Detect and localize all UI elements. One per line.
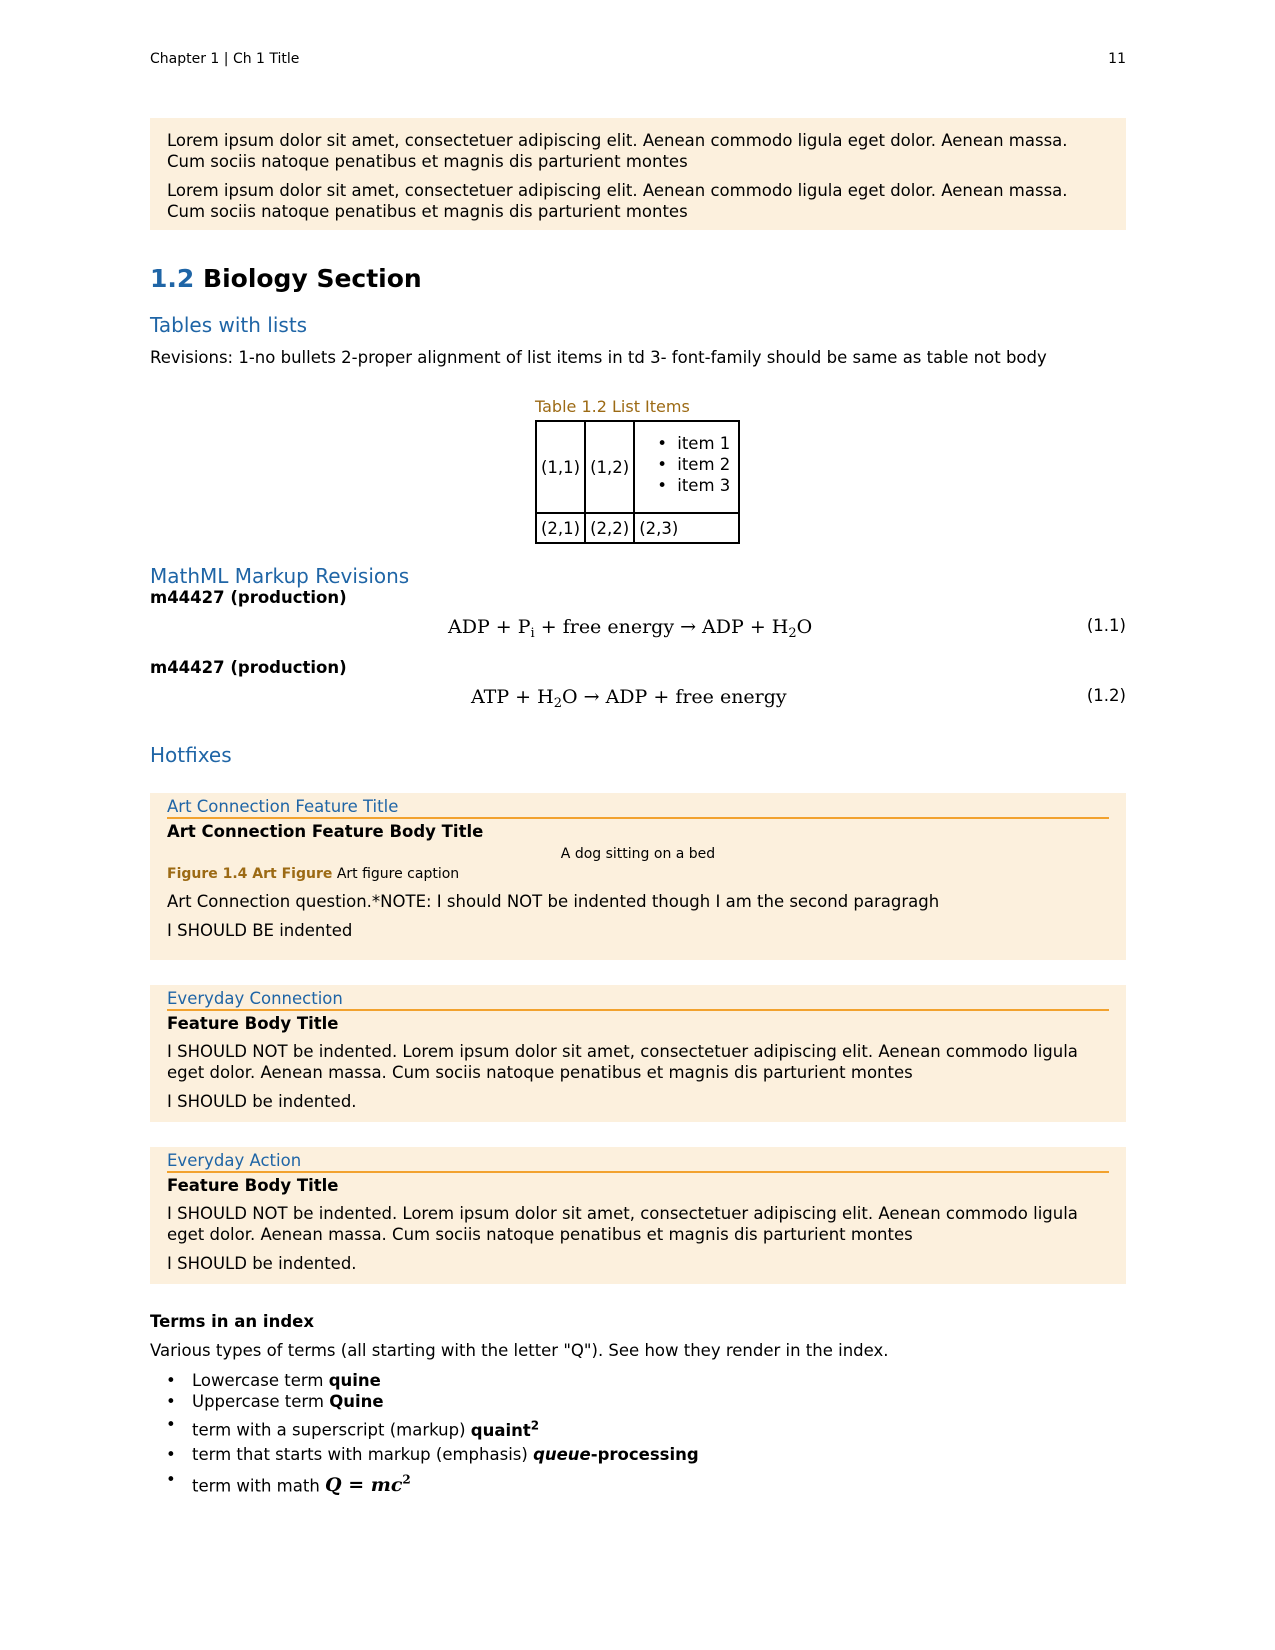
feature-paragraph: I SHOULD BE indented — [167, 921, 353, 940]
feature-paragraph: Art Connection question.*NOTE: I should NOT be indented though I am the second paragragh — [167, 892, 940, 911]
section-title-text: Biology Section — [203, 264, 422, 293]
list-table — [535, 420, 740, 544]
cell-list — [657, 433, 730, 496]
feature-body-title: Feature Body Title — [167, 1014, 339, 1033]
table-cell: (1,1) — [536, 421, 585, 513]
list-item: • term with a superscript (markup) quaint$^2$ — [150, 1412, 699, 1444]
table-cell: (2,2) — [585, 513, 634, 543]
feature-title: Art Connection Feature Title — [167, 796, 1109, 819]
table-row — [536, 513, 739, 543]
index-term: quine — [328, 1371, 381, 1390]
equation-1 — [150, 616, 1126, 646]
index-intro: Various types of terms (all starting with the letter "Q"). See how they render in the index. — [150, 1341, 889, 1360]
note-paragraph: Lorem ipsum dolor sit amet, consectetuer adipiscing elit. Aenean commodo ligula eget dolor. Aenean massa. Cum sociis natoque penatibus et magnis dis parturient montes — [167, 131, 1068, 171]
equation-label: m44427 (production) — [150, 658, 347, 677]
section-number: 1.2 — [150, 264, 195, 293]
page-number: 11 — [1108, 51, 1126, 67]
list-item: • item 1 — [657, 433, 730, 454]
figure-caption-text: Art figure caption — [336, 866, 460, 882]
figure-label: Figure 1.4 Art Figure — [167, 866, 333, 882]
list-item: • Uppercase term Quine — [150, 1391, 699, 1412]
everyday-connection-feature — [150, 985, 1126, 1122]
feature-paragraph: I SHOULD be indented. — [167, 1254, 357, 1273]
table-row — [536, 421, 739, 513]
feature-title: Everyday Action — [167, 1150, 1109, 1173]
list-item: • item 2 — [657, 454, 730, 475]
table-cell: (2,1) — [536, 513, 585, 543]
note-paragraph: Lorem ipsum dolor sit amet, consectetuer adipiscing elit. Aenean commodo ligula eget dolor. Aenean massa. Cum sociis natoque penatibus et magnis dis parturient montes — [167, 181, 1068, 221]
index-math-term: $Q = mc^2$ — [325, 1472, 411, 1496]
hotfixes-heading: Hotfixes — [150, 743, 232, 767]
list-item: • item 3 — [657, 475, 730, 496]
feature-paragraph: I SHOULD NOT be indented. Lorem ipsum dolor sit amet, consectetuer adipiscing elit. Aenean commodo ligula eget dolor. Aenean massa. Cum sociis natoque penatibus et magnis dis parturient montes — [167, 1204, 1078, 1244]
equation-label: m44427 (production) — [150, 588, 347, 607]
section-title — [150, 264, 422, 293]
list-item: • Lowercase term quine — [150, 1370, 699, 1391]
chapter-title: Chapter 1 | Ch 1 Title — [150, 51, 300, 67]
equation-number: (1.2) — [1086, 686, 1126, 705]
index-heading: Terms in an index — [150, 1312, 314, 1331]
mathml-heading: MathML Markup Revisions — [150, 564, 410, 588]
list-item: • term that starts with markup (emphasis) queue-processing — [150, 1444, 699, 1465]
equation-math: ADP + $P_i$ + free energy → ADP + $H_2O$ — [448, 616, 813, 641]
art-connection-feature — [150, 793, 1126, 960]
note-box — [150, 118, 1126, 230]
figure-caption — [167, 866, 1109, 882]
equation-math: ATP + $H_2O$ → ADP + free energy — [471, 686, 787, 711]
table-caption: Table 1.2 List Items — [535, 397, 690, 416]
index-term: queue-processing — [533, 1444, 699, 1464]
equation-2 — [150, 686, 1126, 716]
index-term-list — [150, 1370, 699, 1501]
running-header — [150, 51, 1126, 71]
feature-body-title: Art Connection Feature Body Title — [167, 822, 484, 841]
list-item: • term with math $Q = mc^2$ — [150, 1465, 699, 1501]
feature-body-title: Feature Body Title — [167, 1176, 339, 1195]
index-term: quaint$^2$ — [470, 1418, 540, 1440]
equation-number: (1.1) — [1086, 616, 1126, 635]
feature-paragraph: I SHOULD be indented. — [167, 1092, 357, 1111]
table-cell-list — [634, 421, 739, 513]
revisions-text: Revisions: 1-no bullets 2-proper alignment of list items in td 3- font-family should be same as table not body — [150, 348, 1047, 367]
feature-paragraph: I SHOULD NOT be indented. Lorem ipsum dolor sit amet, consectetuer adipiscing elit. Aenean commodo ligula eget dolor. Aenean massa. Cum sociis natoque penatibus et magnis dis parturient montes — [167, 1042, 1078, 1082]
everyday-action-feature — [150, 1147, 1126, 1284]
tables-heading: Tables with lists — [150, 313, 308, 337]
table-cell: (2,3) — [634, 513, 739, 543]
table-cell: (1,2) — [585, 421, 634, 513]
figure-alt-text: A dog sitting on a bed — [560, 846, 716, 862]
feature-title: Everyday Connection — [167, 988, 1109, 1011]
index-term: Quine — [329, 1392, 384, 1411]
